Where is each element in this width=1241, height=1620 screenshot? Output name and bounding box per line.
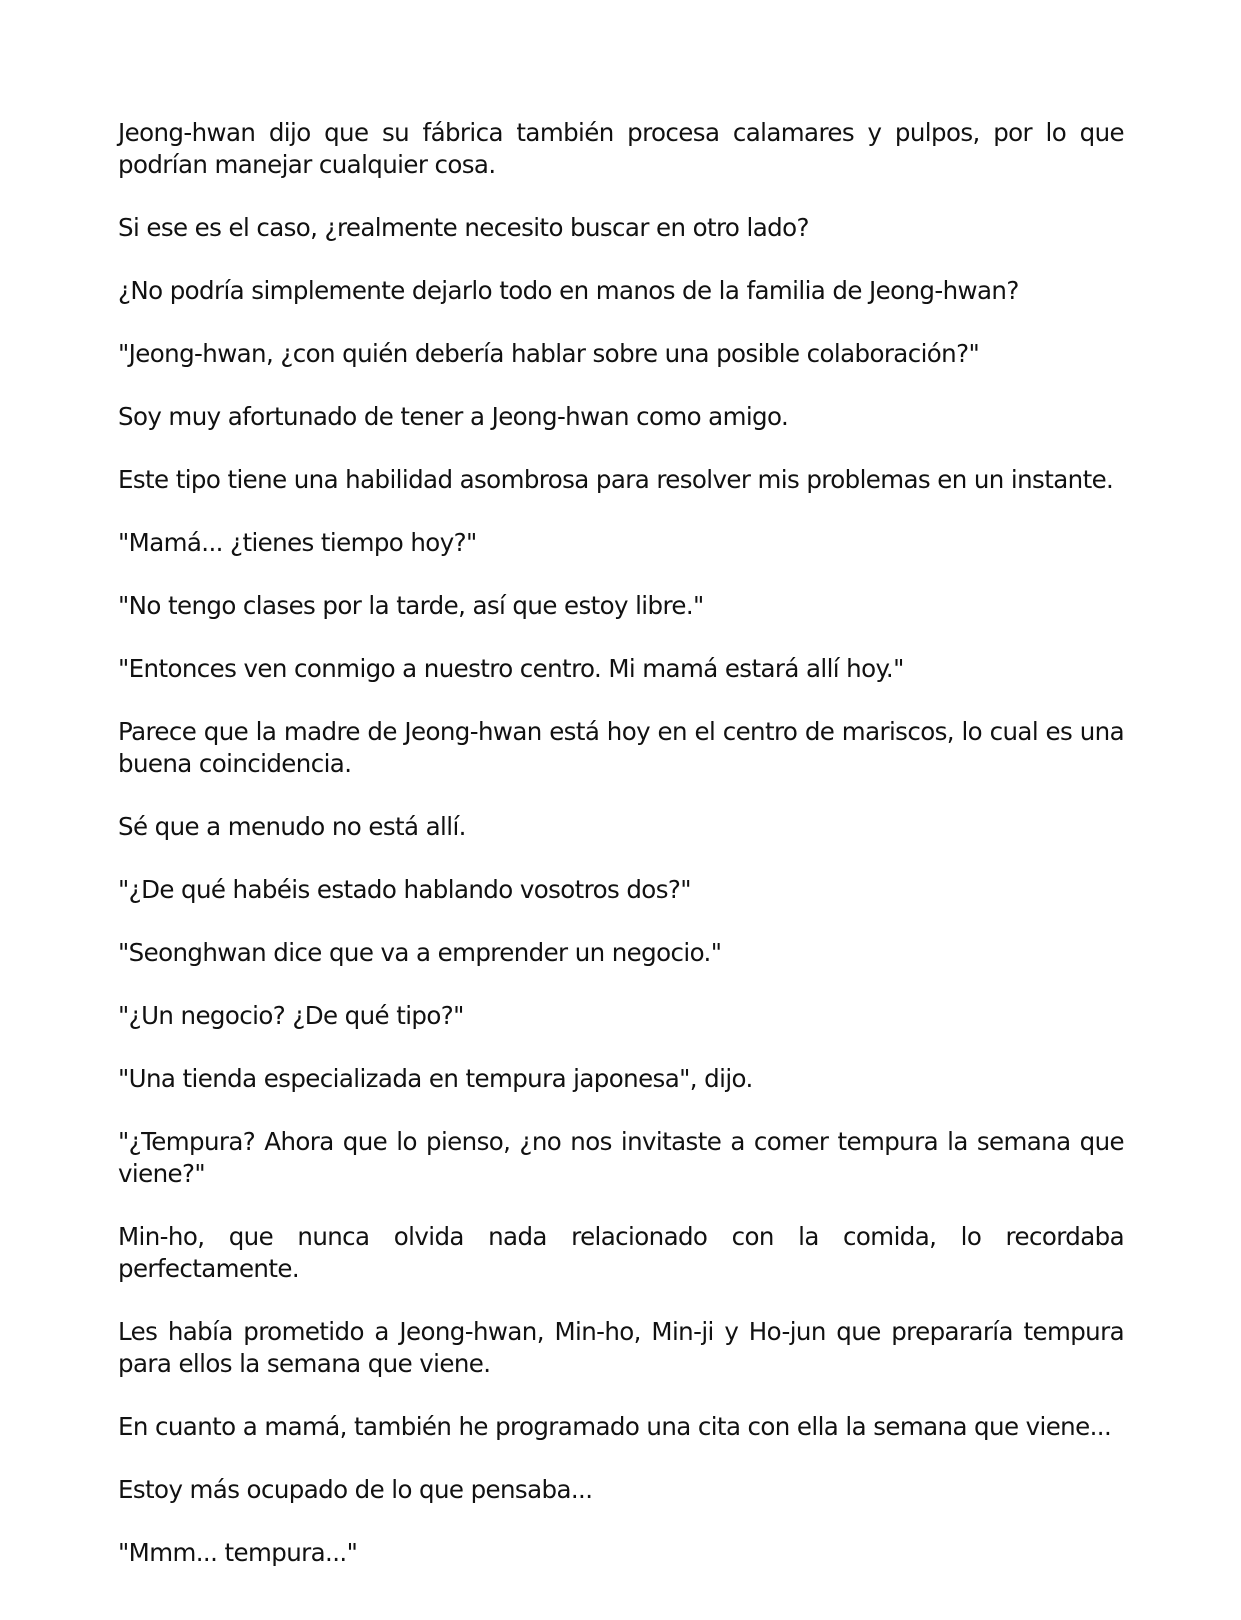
paragraph: "Una tienda especializada en tempura japonesa", dijo. bbox=[118, 1064, 753, 1093]
document-body bbox=[118, 117, 1124, 1600]
paragraph: Les había prometido a Jeong-hwan, Min-ho, Min-ji y Ho-jun que prepararía tempura para ellos la semana que viene. bbox=[118, 1317, 1124, 1378]
paragraph: Sé que a menudo no está allí. bbox=[118, 812, 466, 841]
paragraph: Este tipo tiene una habilidad asombrosa para resolver mis problemas en un instante. bbox=[118, 465, 1114, 494]
paragraph: "¿De qué habéis estado hablando vosotros dos?" bbox=[118, 875, 691, 904]
paragraph: "¿Tempura? Ahora que lo pienso, ¿no nos invitaste a comer tempura la semana que viene?" bbox=[118, 1127, 1124, 1188]
paragraph: "Mmm... tempura..." bbox=[118, 1538, 358, 1567]
paragraph: Estoy más ocupado de lo que pensaba... bbox=[118, 1475, 593, 1504]
paragraph: Jeong-hwan dijo que su fábrica también procesa calamares y pulpos, por lo que podrían manejar cualquier cosa. bbox=[118, 118, 1124, 179]
paragraph: Si ese es el caso, ¿realmente necesito buscar en otro lado? bbox=[118, 213, 809, 242]
paragraph: "Entonces ven conmigo a nuestro centro. Mi mamá estará allí hoy." bbox=[118, 654, 904, 683]
paragraph: "Mamá... ¿tienes tiempo hoy?" bbox=[118, 528, 477, 557]
paragraph: En cuanto a mamá, también he programado una cita con ella la semana que viene... bbox=[118, 1412, 1112, 1441]
paragraph: "Seonghwan dice que va a emprender un negocio." bbox=[118, 938, 722, 967]
paragraph: Min-ho, que nunca olvida nada relacionado con la comida, lo recordaba perfectamente. bbox=[118, 1222, 1124, 1283]
paragraph: "Jeong-hwan, ¿con quién debería hablar sobre una posible colaboración?" bbox=[118, 339, 980, 368]
paragraph: Parece que la madre de Jeong-hwan está hoy en el centro de mariscos, lo cual es una buena coincidencia. bbox=[118, 717, 1124, 778]
paragraph: Soy muy afortunado de tener a Jeong-hwan como amigo. bbox=[118, 402, 789, 431]
paragraph: "No tengo clases por la tarde, así que estoy libre." bbox=[118, 591, 704, 620]
paragraph: "¿Un negocio? ¿De qué tipo?" bbox=[118, 1001, 464, 1030]
paragraph: ¿No podría simplemente dejarlo todo en manos de la familia de Jeong-hwan? bbox=[118, 276, 1019, 305]
